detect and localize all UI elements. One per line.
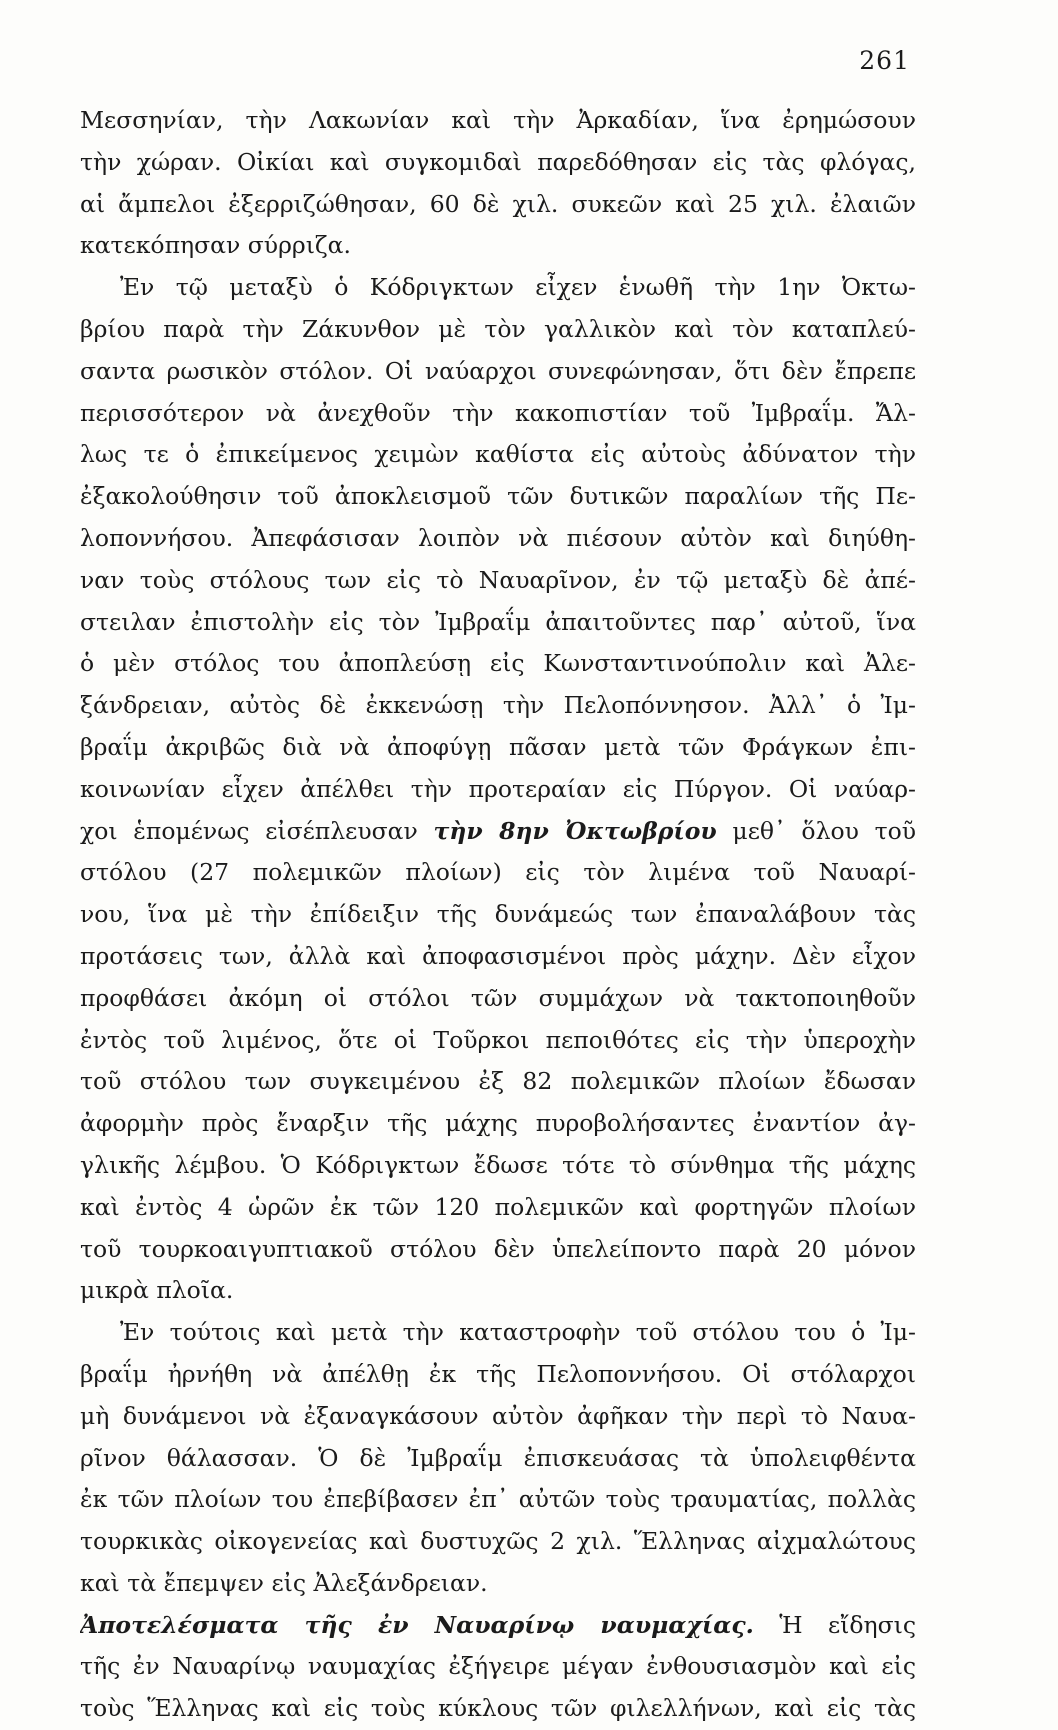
line-text: ναν τοὺς στόλους των εἰς τὸ Ναυαρῖνον, ἐν τῷ μεταξὺ δὲ ἀπέ-: [80, 565, 916, 594]
line-text: τοῦ τουρκοαιγυπτιακοῦ στόλου δὲν ὑπελείποντο παρὰ 20 μόνον: [80, 1234, 916, 1263]
line-text: αἱ ἄμπελοι ἐξερριζώθησαν, 60 δὲ χιλ. συκεῶν καὶ 25 χιλ. ἐλαιῶν: [80, 189, 916, 218]
line-text: βραΐμ ἠρνήθη νὰ ἀπέλθῃ ἐκ τῆς Πελοποννήσου. Οἱ στόλαρχοι: [80, 1359, 916, 1388]
text-line: [80, 434, 916, 476]
text-line: [80, 1061, 916, 1103]
line-text: ρῖνον θάλασσαν. Ὁ δὲ Ἰμβραΐμ ἐπισκευάσας τὰ ὑπολειφθέντα: [80, 1443, 916, 1472]
emphasis-text: τὴν 8ην Ὀκτωβρίου: [433, 816, 717, 845]
line-text: λοποννήσου. Ἀπεφάσισαν λοιπὸν νὰ πιέσουν αὐτὸν καὶ διηύθη-: [80, 523, 916, 552]
text-line: [80, 1396, 916, 1438]
line-text: βραΐμ ἀκριβῶς διὰ νὰ ἀποφύγῃ πᾶσαν μετὰ τῶν Φράγκων ἐπι-: [80, 732, 916, 761]
text-line: [80, 1354, 916, 1396]
text-line: [80, 727, 916, 769]
text-line: [80, 184, 916, 226]
line-text: ἐξακολούθησιν τοῦ ἀποκλεισμοῦ τῶν δυτικῶν παραλίων τῆς Πε-: [80, 482, 916, 511]
text-line: [80, 894, 916, 936]
emphasis-text: Ἀποτελέσματα τῆς ἐν Ναυαρίνῳ ναυμαχίας.: [80, 1610, 754, 1639]
line-text: στόλου (27 πολεμικῶν πλοίων) εἰς τὸν λιμένα τοῦ Ναυαρί-: [80, 858, 916, 887]
text-line: [80, 769, 916, 811]
text-line: [80, 936, 916, 978]
line-text: προφθάσει ἀκόμη οἱ στόλοι τῶν συμμάχων νὰ τακτοποιηθοῦν: [80, 983, 916, 1012]
text-line: [80, 1229, 916, 1271]
line-text: μεθ᾽ ὅλου τοῦ: [716, 816, 916, 845]
text-line: [80, 225, 916, 267]
line-text: ἀφορμὴν πρὸς ἔναρξιν τῆς μάχης πυροβολήσαντες ἐναντίον ἀγ-: [80, 1109, 916, 1138]
text-line: [80, 685, 916, 727]
line-text: μὴ δυνάμενοι νὰ ἐξαναγκάσουν αὐτὸν ἀφῆκαν τὴν περὶ τὸ Ναυα-: [80, 1401, 916, 1430]
text-line: [80, 309, 916, 351]
line-text: κατεκόπησαν σύρριζα.: [80, 231, 352, 260]
line-text: σαντα ρωσικὸν στόλον. Οἱ ναύαρχοι συνεφώνησαν, ὅτι δὲν ἔπρεπε: [80, 356, 916, 385]
text-line: [80, 1688, 916, 1730]
line-text: τοῦ στόλου των συγκειμένου ἐξ 82 πολεμικῶν πλοίων ἔδωσαν: [80, 1067, 916, 1096]
text-line: [80, 100, 916, 142]
text-line: [80, 1646, 916, 1688]
line-text: στειλαν ἐπιστολὴν εἰς τὸν Ἰμβραΐμ ἀπαιτοῦντες παρ᾽ αὐτοῦ, ἵνα: [80, 607, 916, 636]
text-line: [80, 978, 916, 1020]
line-text: προτάσεις των, ἀλλὰ καὶ ἀποφασισμένοι πρὸς μάχην. Δὲν εἶχον: [80, 941, 916, 970]
line-text: Μεσσηνίαν, τὴν Λακωνίαν καὶ τὴν Ἀρκαδίαν, ἵνα ἐρημώσουν: [80, 106, 916, 134]
line-text: γλικῆς λέμβου. Ὁ Κόδριγκτων ἔδωσε τότε τὸ σύνθημα τῆς μάχης: [80, 1150, 916, 1179]
text-line: [80, 1479, 916, 1521]
line-text: νου, ἵνα μὲ τὴν ἐπίδειξιν τῆς δυνάμεώς των ἐπαναλάβουν τὰς: [80, 900, 916, 929]
line-text: ὁ μὲν στόλος του ἀποπλεύσῃ εἰς Κωνσταντινούπολιν καὶ Ἀλε-: [80, 649, 916, 678]
text-line: [80, 1521, 916, 1563]
line-text: λως τε ὁ ἐπικείμενος χειμὼν καθίστα εἰς αὐτοὺς ἀδύνατον τὴν: [80, 440, 916, 469]
line-text: βρίου παρὰ τὴν Ζάκυνθον μὲ τὸν γαλλικὸν καὶ τὸν καταπλεύ-: [80, 314, 916, 343]
line-text: περισσότερον νὰ ἀνεχθοῦν τὴν κακοπιστίαν τοῦ Ἰμβραΐμ. Ἄλ-: [80, 398, 916, 427]
line-text: τουρκικὰς οἰκογενείας καὶ δυστυχῶς 2 χιλ. Ἕλληνας αἰχμαλώτους: [80, 1527, 916, 1556]
line-text: Ἡ εἴδησις: [753, 1610, 916, 1639]
text-line: [80, 643, 916, 685]
line-text: τοὺς Ἕλληνας καὶ εἰς τοὺς κύκλους τῶν φιλελλήνων, καὶ εἰς τὰς: [80, 1694, 916, 1723]
text-line: [80, 1312, 916, 1354]
line-text: καὶ τὰ ἔπεμψεν εἰς Ἀλεξάνδρειαν.: [80, 1568, 488, 1597]
line-text: τῆς ἐν Ναυαρίνῳ ναυμαχίας ἐξήγειρε μέγαν ἐνθουσιασμὸν καὶ εἰς: [80, 1652, 916, 1681]
text-line: [80, 476, 916, 518]
text-line: [80, 518, 916, 560]
text-line: [80, 1187, 916, 1229]
line-text: ἐντὸς τοῦ λιμένος, ὅτε οἱ Τοῦρκοι πεποιθότες εἰς τὴν ὑπεροχὴν: [80, 1025, 916, 1054]
line-text: χοι ἑπομένως εἰσέπλευσαν: [80, 816, 434, 845]
body-text: [80, 100, 916, 1730]
text-line: [80, 351, 916, 393]
text-line: [80, 1563, 916, 1605]
text-line: [80, 142, 916, 184]
text-line: [80, 1270, 916, 1312]
text-line: [80, 1103, 916, 1145]
line-text: καὶ ἐντὸς 4 ὡρῶν ἐκ τῶν 120 πολεμικῶν καὶ φορτηγῶν πλοίων: [80, 1192, 916, 1221]
line-text: ἐκ τῶν πλοίων του ἐπεβίβασεν ἐπ᾽ αὐτῶν τοὺς τραυματίας, πολλὰς: [80, 1485, 916, 1514]
text-line: [80, 602, 916, 644]
line-text: κοινωνίαν εἶχεν ἀπέλθει τὴν προτεραίαν εἰς Πύργον. Οἱ ναύαρ-: [80, 774, 916, 803]
line-text: Ἐν τούτοις καὶ μετὰ τὴν καταστροφὴν τοῦ στόλου του ὁ Ἰμ-: [120, 1318, 916, 1347]
text-line: [80, 1145, 916, 1187]
text-line: [80, 1020, 916, 1062]
text-line: [80, 1605, 916, 1647]
page-number: 261: [859, 46, 910, 75]
line-text: τὴν χώραν. Οἰκίαι καὶ συγκομιδαὶ παρεδόθησαν εἰς τὰς φλόγας,: [80, 147, 916, 176]
text-line: [80, 393, 916, 435]
line-text: ξάνδρειαν, αὐτὸς δὲ ἐκκενώσῃ τὴν Πελοπόννησον. Ἀλλ᾽ ὁ Ἰμ-: [80, 691, 916, 720]
text-line: [80, 560, 916, 602]
line-text: μικρὰ πλοῖα.: [80, 1276, 234, 1305]
text-line: [80, 267, 916, 309]
text-line: [80, 852, 916, 894]
text-line: [80, 1438, 916, 1480]
line-text: Ἐν τῷ μεταξὺ ὁ Κόδριγκτων εἶχεν ἑνωθῆ τὴν 1ην Ὀκτω-: [120, 273, 916, 302]
text-line: [80, 811, 916, 853]
